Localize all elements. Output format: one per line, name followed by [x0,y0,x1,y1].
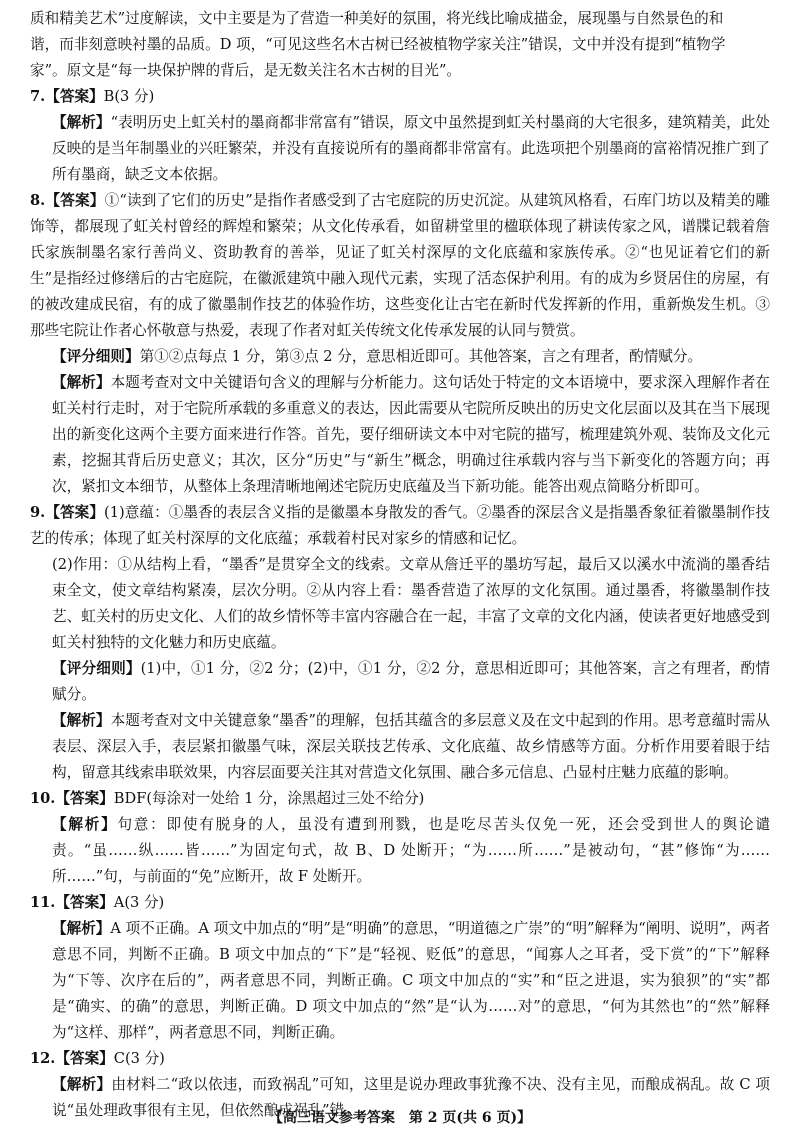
answer-text: BDF(每涂对一处给 1 分，涂黑超过三处不给分) [113,790,425,807]
analysis-tag: 【解析】 [52,920,111,937]
intro-section [30,6,770,84]
question-number: 9. [30,504,46,521]
answer-text: C(3 分) [113,1050,165,1067]
page-footer: 【高三语文参考答案 第 2 页(共 6 页)】 [268,1110,532,1126]
analysis-tag: 【解析】 [52,114,111,131]
scoring-text: 第①②点每点 1 分，第③点 2 分，意思相近即可。其他答案，言之有理者，酌情赋分。 [139,348,703,365]
question-number: 12. [30,1050,56,1067]
answer-text: B(3 分) [103,88,155,105]
intro-line: 质和精美艺术”过度解读，文中主要是为了营造一种美好的氛围，将光线比喻成描金，展现墨与自然景色的和 [30,10,724,27]
question-item-10 [30,786,770,890]
analysis-tag: 【解析】 [52,816,118,833]
answer-tag: 【答案】 [45,504,104,521]
question-number: 11. [30,894,56,911]
answer-tag: 【答案】 [55,894,114,911]
answer-tag: 【答案】 [55,1050,114,1067]
question-item-7 [30,84,770,188]
analysis-text: 句意：即使有脱身的人，虽没有遭到刑戮，也是吃尽苦头仅免一死，还会受到世人的舆论谴责。“虽……纵……皆……”为固定句式，故 B、D 处断开；“为……所……”是被动句，“甚”修饰“为……所……”句，与前面的“免”应断开，故 F 处断开。 [52,816,770,885]
scoring-tag: 【评分细则】 [52,660,141,677]
intro-line: 谐，而非刻意映衬墨的品质。D 项，“可见这些名木古树已经被植物学家关注”错误，文中并没有提到“植物学 [30,36,726,53]
answer-tag: 【答案】 [45,88,104,105]
answer-text: (1)意蕴：①墨香的表层含义指的是徽墨本身散发的香气。②墨香的深层含义是指墨香象征着徽墨制作技艺的传承；体现了虹关村深厚的文化底蕴；承载着村民对家乡的情感和记忆。 [30,504,770,547]
analysis-text: A 项不正确。A 项文中加点的“明”是“明确”的意思，“明道德之广崇”的“明”解释为“阐明、说明”，两者意思不同，判断不正确。B 项文中加点的“下”是“轻视、贬低”的意思，“闻寡人之耳者，受下赏”的“下”解释为“下等、次序在后的”，两者意思不同，判断正确。C 项文中加点的“实”和“臣之进退，实为狼狈”的“实”都是“确实、的确”的意思，判断正确。D 项文中加点的“然”是“认为……对”的意思，“何为其然也”的“然”解释为“这样、那样”，两者意思不同，判断正确。 [52,920,770,1041]
analysis-text: 由材料二“政以依违，而致祸乱”可知，这里是说办理政事犹豫不决、没有主见，而酿成祸乱。故 C 项说“虽处理政事很有主见，但依然酿成祸乱”错。 [52,1076,770,1119]
scoring-text: (1)中，①1 分，②2 分；(2)中，①1 分，②2 分，意思相近即可；其他答案，言之有理者，酌情赋分。 [52,660,770,703]
answer-text: A(3 分) [113,894,165,911]
analysis-tag: 【解析】 [52,1076,112,1093]
analysis-text: 本题考查对文中关键语句含义的理解与分析能力。这句话处于特定的文本语境中，要求深入理解作者在虹关村行走时，对于宅院所承载的多重意义的表达，因此需要从宅院所反映出的历史文化层面以及其在当下展现出的新变化这两个主要方面来进行作答。首先，要仔细研读文本中对宅院的描写，梳理建筑外观、装饰及文化元素，挖掘其背后历史意义；其次，区分“历史”与“新生”概念，明确过往承载内容与当下新变化的答题方向；再次，紧扣文本细节，从整体上条理清晰地阐述宅院历史底蕴及当下新功能。能答出观点简略分析即可。 [52,374,770,495]
analysis-tag: 【解析】 [52,374,111,391]
analysis-text: “表明历史上虹关村的墨商都非常富有”错误，原文中虽然提到虹关村墨商的大宅很多，建筑精美，此处反映的是当年制墨业的兴旺繁荣，并没有直接说所有的墨商都非常富有。此选项把个别墨商的富裕情况推广到了所有墨商，缺乏文本依据。 [52,114,770,183]
intro-line: 家”。原文是“每一块保护牌的背后，是无数关注名木古树的目光”。 [30,62,462,79]
answer-text: ①“读到了它们的历史”是指作者感受到了古宅庭院的历史沉淀。从建筑风格看，石库门坊以及精美的雕饰等，都展现了虹关村曾经的辉煌和繁荣；从文化传承看，如留耕堂里的楹联体现了耕读传家之风，谱牒记载着詹氏家族制墨名家行善尚义、资助教育的善举，见证了虹关村深厚的文化底蕴和家族传承。②“也见证着它们的新生”是指经过修缮后的古宅庭院，在徽派建筑中融入现代元素，实现了活态保护利用。有的成为乡贤居住的房屋，有的被改建成民宿，有的成了徽墨制作技艺的体验作坊，这些变化让古宅在新时代发挥新的作用，重新焕发生机。③那些宅院让作者心怀敬意与热爱，表现了作者对虹关传统文化传承发展的认同与赞赏。 [30,192,770,339]
question-item-11 [30,890,770,1046]
question-number: 8. [30,192,46,209]
answer-tag: 【答案】 [55,790,114,807]
question-number: 7. [30,88,46,105]
analysis-text: 本题考查对文中关键意象“墨香”的理解，包括其蕴含的多层意义及在文中起到的作用。思考意蕴时需从表层、深层入手，表层紧扣徽墨气味，深层关联技艺传承、文化底蕴、故乡情感等方面。分析作用要着眼于结构，留意其线索串联效果，内容层面要关注其对营造文化氛围、融合多元信息、凸显村庄魅力底蕴的影响。 [52,712,770,781]
analysis-tag: 【解析】 [52,712,111,729]
answer-continued-text: (2)作用：①从结构上看，“墨香”是贯穿全文的线索。文章从詹迁平的墨坊写起，最后又以溪水中流淌的墨香结束全文，使文章结构紧凑，层次分明。②从内容上看：墨香营造了浓厚的文化氛围。通过墨香，将徽墨制作技艺、虹关村的历史文化、人们的故乡情怀等丰富内容融合在一起，丰富了文章的文化内涵，使读者更好地感受到虹关村独特的文化魅力和历史底蕴。 [52,556,770,651]
question-number: 10. [30,790,56,807]
scoring-tag: 【评分细则】 [52,348,140,365]
question-item-8 [30,188,770,500]
answer-tag: 【答案】 [45,192,105,209]
question-item-9 [30,500,770,786]
